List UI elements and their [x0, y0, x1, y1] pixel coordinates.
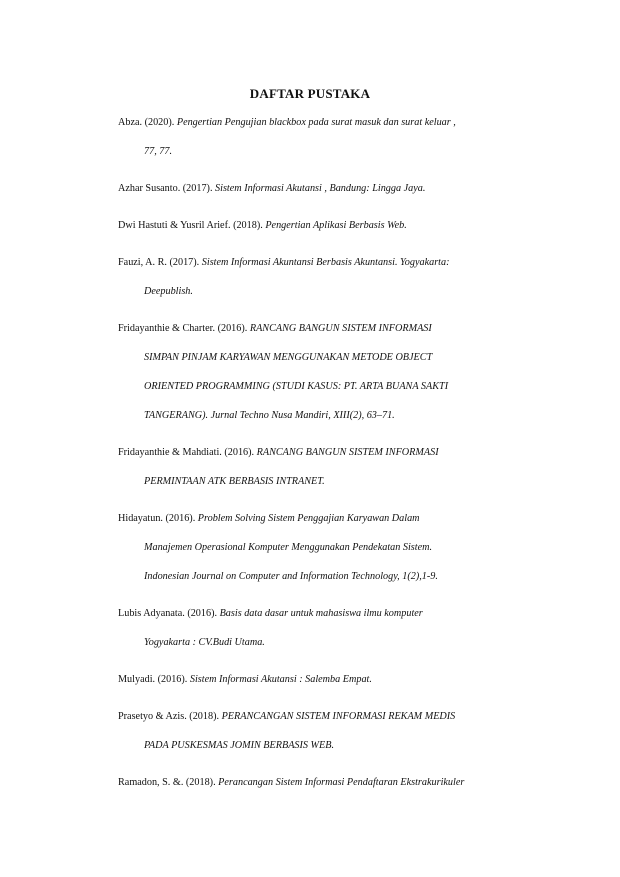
- reference-title: PERMINTAAN ATK BERBASIS INTRANET.: [144, 476, 325, 487]
- reference-line: [118, 277, 558, 306]
- reference-title: PERANCANGAN SISTEM INFORMASI REKAM MEDIS: [221, 711, 456, 722]
- reference-title: RANCANG BANGUN SISTEM INFORMASI: [249, 323, 432, 334]
- reference-line: [118, 343, 558, 372]
- reference-line: [118, 702, 558, 731]
- reference-author-year: Hidayatun. (2016).: [118, 513, 198, 524]
- reference-author-year: Fauzi, A. R. (2017).: [118, 257, 202, 268]
- reference-line: [118, 467, 558, 496]
- reference-line: [118, 533, 558, 562]
- reference-title: PADA PUSKESMAS JOMIN BERBASIS WEB.: [144, 740, 335, 751]
- reference-entry: [118, 599, 558, 657]
- reference-entry: [118, 108, 558, 166]
- reference-title: TANGERANG). Jurnal Techno Nusa Mandiri, XIII(2), 63–71.: [144, 410, 395, 421]
- reference-author-year: Azhar Susanto. (2017).: [118, 183, 216, 194]
- reference-line: [118, 248, 558, 277]
- reference-entry: [118, 665, 558, 694]
- reference-title: RANCANG BANGUN SISTEM INFORMASI: [256, 447, 439, 458]
- reference-line: [118, 628, 558, 657]
- reference-title: Problem Solving Sistem Penggajian Karyawan Dalam: [197, 513, 420, 524]
- reference-title: Sistem Informasi Akutansi : Salemba Empat.: [189, 674, 372, 685]
- reference-line: [118, 768, 558, 797]
- reference-line: [118, 731, 558, 760]
- reference-entry: [118, 702, 558, 760]
- reference-title: Sistem Informasi Akuntansi Berbasis Akuntansi. Yogyakarta:: [201, 257, 450, 268]
- reference-line: [118, 401, 558, 430]
- page-title: DAFTAR PUSTAKA: [249, 86, 371, 101]
- reference-entry: [118, 174, 558, 203]
- reference-title: Basis data dasar untuk mahasiswa ilmu komputer: [219, 608, 423, 619]
- reference-title: Pengertian Pengujian blackbox pada surat masuk dan surat keluar ,: [176, 117, 456, 128]
- reference-list: [118, 108, 558, 797]
- reference-author-year: Mulyadi. (2016).: [118, 674, 190, 685]
- reference-title: Yogyakarta : CV.Budi Utama.: [144, 637, 265, 648]
- reference-author-year: Prasetyo & Azis. (2018).: [118, 711, 222, 722]
- reference-author-year: Ramadon, S. &. (2018).: [118, 777, 219, 788]
- reference-entry: [118, 504, 558, 591]
- reference-title: 77, 77.: [144, 146, 173, 157]
- reference-title: Pengertian Aplikasi Berbasis Web.: [265, 220, 407, 231]
- reference-line: [118, 211, 558, 240]
- reference-line: [118, 372, 558, 401]
- reference-entry: [118, 438, 558, 496]
- reference-title: ORIENTED PROGRAMMING (STUDI KASUS: PT. ARTA BUANA SAKTI: [144, 381, 449, 392]
- reference-title: Deepublish.: [144, 286, 193, 297]
- reference-author-year: Fridayanthie & Charter. (2016).: [118, 323, 250, 334]
- reference-title: Perancangan Sistem Informasi Pendaftaran Ekstrakurikuler: [218, 777, 465, 788]
- reference-line: [118, 599, 558, 628]
- reference-title: Sistem Informasi Akutansi , Bandung: Lingga Jaya.: [215, 183, 426, 194]
- reference-line: [118, 438, 558, 467]
- reference-line: [118, 174, 558, 203]
- reference-line: [118, 562, 558, 591]
- reference-title: Manajemen Operasional Komputer Menggunakan Pendekatan Sistem.: [144, 542, 433, 553]
- reference-line: [118, 137, 558, 166]
- reference-entry: [118, 248, 558, 306]
- reference-title: SIMPAN PINJAM KARYAWAN MENGGUNAKAN METODE OBJECT: [144, 352, 433, 363]
- reference-entry: [118, 314, 558, 430]
- reference-entry: [118, 768, 558, 797]
- reference-entry: [118, 211, 558, 240]
- reference-line: [118, 665, 558, 694]
- reference-author-year: Dwi Hastuti & Yusril Arief. (2018).: [118, 220, 266, 231]
- reference-line: [118, 314, 558, 343]
- reference-author-year: Abza. (2020).: [118, 117, 177, 128]
- reference-author-year: Lubis Adyanata. (2016).: [118, 608, 220, 619]
- reference-author-year: Fridayanthie & Mahdiati. (2016).: [118, 447, 257, 458]
- reference-line: [118, 504, 558, 533]
- reference-title: Indonesian Journal on Computer and Information Technology, 1(2),1-9.: [144, 571, 438, 582]
- reference-line: [118, 108, 558, 137]
